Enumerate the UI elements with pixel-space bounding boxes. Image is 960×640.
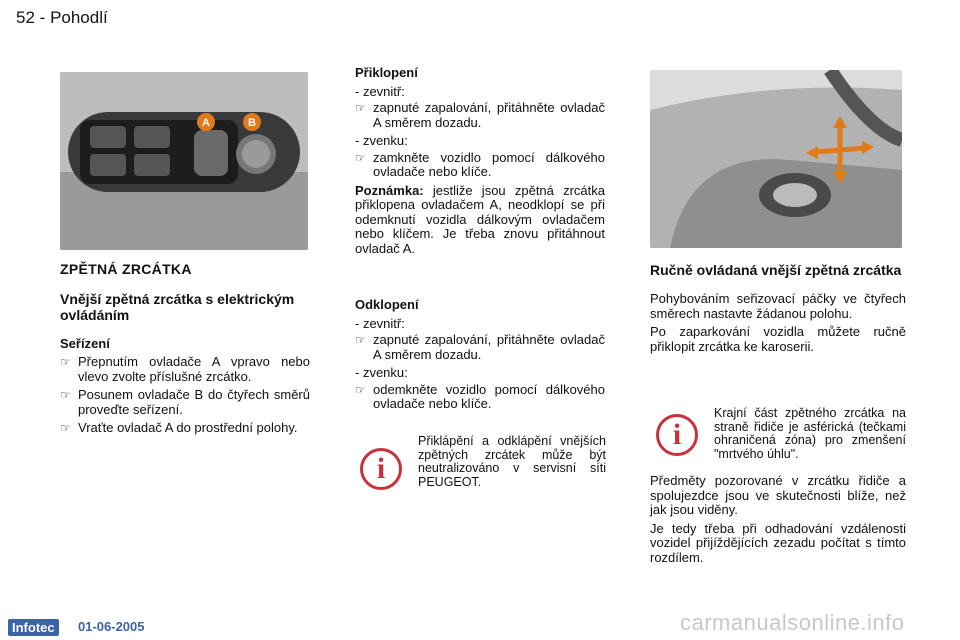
pointing-hand-icon: ☞ <box>60 421 71 435</box>
unfold-outside-label: - zvenku: <box>355 365 408 380</box>
note-paragraph <box>355 184 605 257</box>
manual-mirrors-subtitle: Ručně ovládaná vnější zpětná zrcátka <box>650 262 902 278</box>
svg-text:B: B <box>248 117 256 129</box>
info-icon: i <box>360 448 402 490</box>
right-column <box>650 262 906 358</box>
watermark: carmanualsonline.info <box>680 610 905 635</box>
settings-label: Seřízení <box>60 335 110 351</box>
list-item: ☞ zapnuté zapalování, přitáhněte ovladač A směrem dozadu. <box>355 332 605 362</box>
unfold-title: Odklopení <box>355 297 419 312</box>
manual-mirror-photo <box>650 70 902 248</box>
middle-column <box>355 66 605 416</box>
info-note-aspheric: Krajní část zpětného zrcátka na straně řidiče je asférická (tečkami ohraničená zóna) pro zmenšení "mrtvého úhlu". <box>714 406 906 461</box>
pointing-hand-icon: ☞ <box>355 333 366 347</box>
adjust-paragraph: Pohybováním seřizovací páčky ve čtyřech směrech nastavte žádanou polohu. <box>650 291 906 321</box>
note-label: Poznámka: <box>355 182 424 198</box>
note-text: jestliže jsou zpětná zrcátka přiklopena ovladačem A, neodklopí se při odemknutí vozidla dálkovým ovladačem nebo klíčem. Je třeba znovu přitáhnout ovladač A. <box>355 182 605 256</box>
svg-text:A: A <box>202 117 210 129</box>
fold-title: Přiklopení <box>355 65 418 80</box>
pointing-hand-icon: ☞ <box>355 101 366 115</box>
right-lower-text <box>650 474 906 569</box>
info-note-folding: Přiklápění a odklápění vnějších zpětných zrcátek může být neutralizováno v servisní síti PEUGEOT. <box>418 434 606 489</box>
chapter-title: Pohodlí <box>50 8 108 27</box>
list-item: ☞ zapnuté zapalování, přitáhněte ovladač A směrem dozadu. <box>355 100 605 130</box>
fold-paragraph: Po zaparkování vozidla můžete ručně přiklopit zrcátka ke karoserii. <box>650 324 906 354</box>
objects-paragraph: Předměty pozorované v zrcátku řidiče a spolujezdce jsou ve skutečnosti blíže, než jak jsou viděny. <box>650 473 906 517</box>
infotec-logo: Infotec <box>8 619 59 636</box>
electric-mirrors-subtitle: Vnější zpětná zrcátka s elektrickým ovládáním <box>60 290 295 323</box>
footer-date: 01-06-2005 <box>78 619 145 634</box>
list-item: ☞ Vraťte ovladač A do prostřední polohy. <box>60 420 298 435</box>
list-item: ☞ zamkněte vozidlo pomocí dálkového ovladače nebo klíče. <box>355 149 605 179</box>
list-item: ☞ Přepnutím ovladače A vpravo nebo vlevo zvolte příslušné zrcátko. <box>60 354 310 384</box>
header-separator: - <box>39 8 46 27</box>
pointing-hand-icon: ☞ <box>60 355 71 369</box>
page-number: 52 <box>16 8 35 27</box>
mirror-switch-photo <box>60 72 308 250</box>
pointing-hand-icon: ☞ <box>355 382 366 397</box>
distance-paragraph: Je tedy třeba při odhadování vzdálenosti vozidel přijíždějících zezadu počítat s tímto rozdílem. <box>650 520 906 565</box>
pointing-hand-icon: ☞ <box>355 150 366 165</box>
info-icon: i <box>656 414 698 456</box>
left-column <box>60 262 310 440</box>
list-item: ☞ odemkněte vozidlo pomocí dálkového ovladače nebo klíče. <box>355 381 605 411</box>
fold-inside-label: - zevnitř: <box>355 83 405 99</box>
page-header <box>16 8 108 28</box>
fold-outside-label: - zvenku: <box>355 133 408 148</box>
pointing-hand-icon: ☞ <box>60 388 71 402</box>
section-title: ZPĚTNÁ ZRCÁTKA <box>60 261 192 277</box>
unfold-inside-label: - zevnitř: <box>355 315 405 331</box>
list-item: ☞ Posunem ovladače B do čtyřech směrů proveďte seřízení. <box>60 387 310 417</box>
